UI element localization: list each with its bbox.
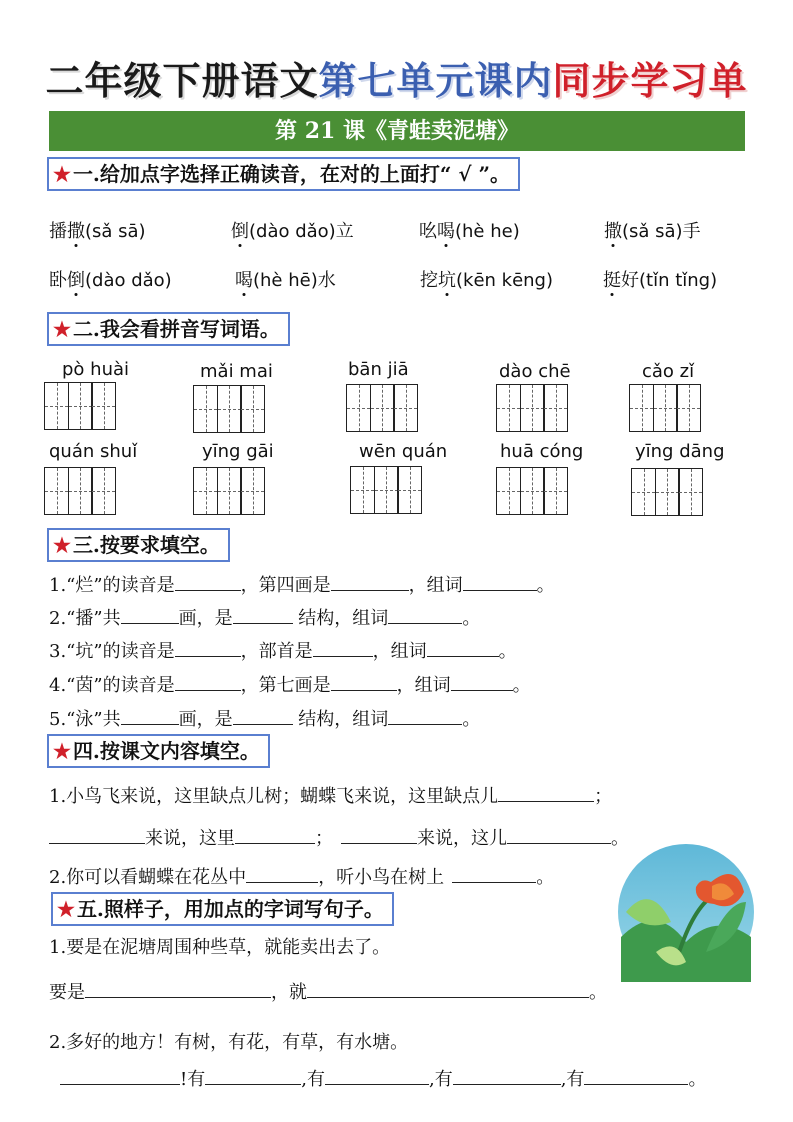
grid-cell[interactable]: [217, 467, 242, 515]
answer-blank[interactable]: [451, 674, 513, 691]
star-icon: ★: [53, 739, 71, 763]
answer-blank[interactable]: [331, 574, 409, 591]
s3-question: 1.“烂”的读音是 ，第四画是 ，组词 。: [49, 575, 555, 596]
grid-cell[interactable]: [629, 384, 654, 432]
write-grid[interactable]: [44, 382, 116, 430]
answer-blank[interactable]: [85, 981, 271, 998]
flower-illustration: [616, 842, 756, 982]
section3-heading: [47, 528, 230, 562]
s5-example: 2.多好的地方！有树，有花，有草，有水塘。: [49, 1032, 409, 1053]
s4-question: 2.你可以看蝴蝶在花丛中 ，听小鸟在树上 。: [49, 867, 555, 888]
write-grid[interactable]: [629, 384, 701, 432]
grid-cell[interactable]: [68, 382, 93, 430]
s1-item: 挖坑(kēn kēng): [420, 270, 554, 291]
grid-cell[interactable]: [676, 384, 701, 432]
s3-question: 2.“播”共 画，是 结构，组词 。: [49, 608, 481, 629]
answer-blank[interactable]: [453, 1068, 561, 1085]
s1-item: 倒(dào dǎo)立: [231, 221, 354, 242]
answer-blank[interactable]: [60, 1068, 180, 1085]
grid-cell[interactable]: [44, 382, 69, 430]
answer-blank[interactable]: [388, 607, 462, 624]
grid-cell[interactable]: [393, 384, 418, 432]
grid-cell[interactable]: [520, 467, 545, 515]
answer-blank[interactable]: [331, 674, 397, 691]
grid-cell[interactable]: [346, 384, 371, 432]
star-icon: ★: [53, 317, 71, 341]
pinyin-label: yīng dāng: [635, 441, 725, 462]
answer-blank[interactable]: [498, 785, 594, 802]
answer-blank[interactable]: [307, 981, 589, 998]
answer-blank[interactable]: [205, 1068, 301, 1085]
grid-cell[interactable]: [520, 384, 545, 432]
grid-cell[interactable]: [240, 467, 265, 515]
answer-blank[interactable]: [452, 866, 536, 883]
section4-title: 四.按课文内容填空。: [72, 739, 260, 763]
answer-blank[interactable]: [121, 607, 179, 624]
pinyin-label: bān jiā: [348, 359, 409, 380]
star-icon: ★: [53, 162, 71, 186]
s1-item: 播撒(sǎ sā): [49, 221, 146, 242]
answer-blank[interactable]: [584, 1068, 688, 1085]
answer-blank[interactable]: [246, 866, 318, 883]
grid-cell[interactable]: [631, 468, 656, 516]
pinyin-label: quán shuǐ: [49, 441, 138, 462]
grid-cell[interactable]: [91, 382, 116, 430]
section1-heading: [47, 157, 520, 191]
grid-cell[interactable]: [350, 466, 375, 514]
grid-cell[interactable]: [496, 467, 521, 515]
section1-row2: [49, 266, 717, 292]
write-grid[interactable]: [350, 466, 422, 514]
grid-cell[interactable]: [193, 385, 218, 433]
s5-example: 1.要是在泥塘周围种些草，就能卖出去了。: [49, 937, 391, 958]
answer-blank[interactable]: [341, 827, 417, 844]
answer-blank[interactable]: [175, 674, 241, 691]
pinyin-label: pò huài: [62, 359, 130, 380]
s1-item: 吆喝(hè he): [419, 221, 520, 242]
grid-cell[interactable]: [655, 468, 680, 516]
answer-blank[interactable]: [427, 640, 499, 657]
section3-title: 三.按要求填空。: [72, 533, 220, 557]
answer-blank[interactable]: [235, 827, 315, 844]
answer-blank[interactable]: [388, 708, 462, 725]
section1-row1: [49, 217, 701, 243]
lesson-banner: 第 21 课《青蛙卖泥塘》: [49, 111, 745, 151]
s1-item: 卧倒(dào dǎo): [49, 270, 172, 291]
answer-blank[interactable]: [233, 708, 293, 725]
pinyin-label: wēn quán: [359, 441, 448, 462]
grid-cell[interactable]: [193, 467, 218, 515]
write-grid[interactable]: [496, 384, 568, 432]
s1-item: 撒(sǎ sā)手: [604, 221, 701, 242]
page-title: [0, 50, 793, 105]
write-grid[interactable]: [44, 467, 116, 515]
answer-blank[interactable]: [49, 827, 145, 844]
star-icon: ★: [57, 897, 75, 921]
answer-blank[interactable]: [507, 827, 611, 844]
answer-blank[interactable]: [233, 607, 293, 624]
grid-cell[interactable]: [374, 466, 399, 514]
s5-answer: 要是 ，就 。: [49, 982, 607, 1003]
s5-answer: !有 ,有 ,有 ,有 。: [60, 1065, 706, 1091]
pinyin-label: cǎo zǐ: [642, 361, 695, 382]
pinyin-label: yīng gāi: [202, 441, 274, 462]
s1-item: 挺好(tǐn tǐng): [603, 270, 718, 291]
star-icon: ★: [53, 533, 71, 557]
s4-question: 来说，这里 ； 来说，这儿 。: [49, 824, 629, 850]
title-part3: 同步学习单: [552, 58, 748, 103]
pinyin-label: dào chē: [499, 361, 571, 382]
grid-cell[interactable]: [496, 384, 521, 432]
answer-blank[interactable]: [325, 1068, 429, 1085]
grid-cell[interactable]: [91, 467, 116, 515]
grid-cell[interactable]: [543, 384, 568, 432]
grid-cell[interactable]: [240, 385, 265, 433]
s3-question: 4.“茵”的读音是 ，第七画是 ，组词 。: [49, 675, 531, 696]
grid-cell[interactable]: [653, 384, 678, 432]
section2-heading: [47, 312, 290, 346]
s3-question: 3.“坑”的读音是 ，部首是 ，组词 。: [49, 641, 517, 662]
grid-cell[interactable]: [543, 467, 568, 515]
pinyin-label: huā cóng: [500, 441, 584, 462]
section5-title: 五.照样子，用加点的字词写句子。: [76, 897, 384, 921]
section4-heading: [47, 734, 270, 768]
answer-blank[interactable]: [463, 574, 537, 591]
section1-title: 一.给加点字选择正确读音，在对的上面打“ √ ”。: [72, 162, 510, 186]
answer-blank[interactable]: [175, 640, 241, 657]
write-grid[interactable]: [496, 467, 568, 515]
write-grid[interactable]: [193, 385, 265, 433]
write-grid[interactable]: [193, 467, 265, 515]
answer-blank[interactable]: [121, 708, 179, 725]
section5-heading: [51, 892, 394, 926]
answer-blank[interactable]: [313, 640, 373, 657]
grid-cell[interactable]: [68, 467, 93, 515]
write-grid[interactable]: [346, 384, 418, 432]
title-part1: 二年级下册语文: [45, 58, 319, 103]
s1-item: 喝(hè hē)水: [235, 270, 336, 291]
s4-question: 1.小鸟飞来说，这里缺点儿树；蝴蝶飞来说，这里缺点儿 ；: [49, 786, 613, 807]
pinyin-label: mǎi mai: [200, 361, 273, 382]
s3-question: 5.“泳”共 画，是 结构，组词 。: [49, 709, 481, 730]
grid-cell[interactable]: [370, 384, 395, 432]
grid-cell[interactable]: [217, 385, 242, 433]
title-part2: 第七单元课内: [318, 58, 553, 103]
answer-blank[interactable]: [175, 574, 241, 591]
grid-cell[interactable]: [678, 468, 703, 516]
section2-title: 二.我会看拼音写词语。: [72, 317, 280, 341]
write-grid[interactable]: [631, 468, 703, 516]
grid-cell[interactable]: [397, 466, 422, 514]
grid-cell[interactable]: [44, 467, 69, 515]
